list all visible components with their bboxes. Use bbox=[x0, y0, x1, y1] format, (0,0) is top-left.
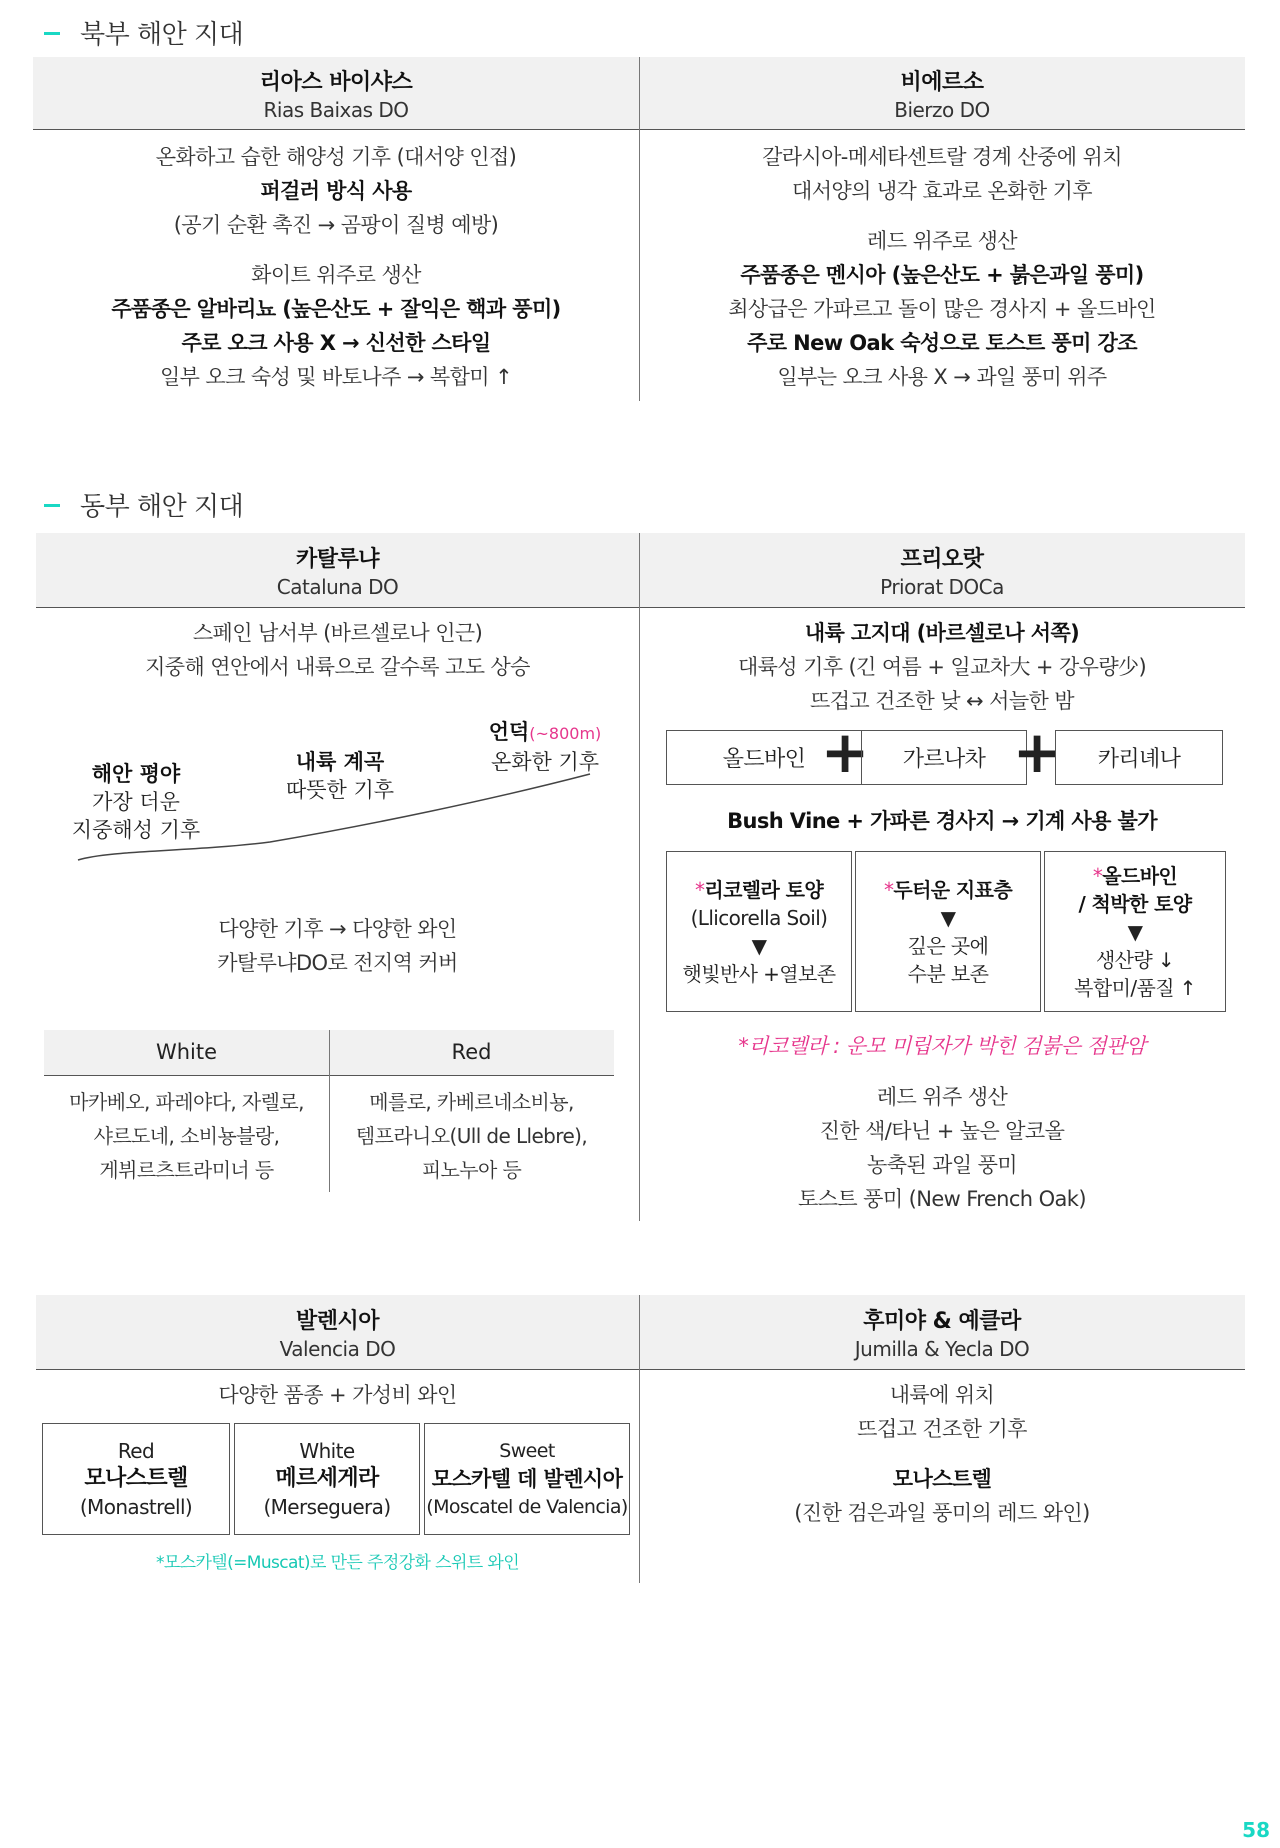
red-grapes: 메를로, 카베르네소비뇽, 템프라니오(Ull de Llebre), 피노누아 등 bbox=[355, 1090, 588, 1182]
llicorella-note: *리코렐라 : 운모 미립자가 박힌 검붉은 점판암 bbox=[738, 1034, 1146, 1058]
cataluna-description: 스페인 남서부 (바르셀로나 인근) 지중해 연안에서 내륙으로 갈수록 고도 상승 bbox=[145, 621, 530, 679]
header-red: Red bbox=[451, 1040, 492, 1064]
section-title-east: 동부 해안 지대 bbox=[44, 486, 243, 523]
factor-box-llicorella: *리코렐라 토양 (Llicorella Soil) ▼ 햇빛반사 +열보존 bbox=[666, 851, 852, 1012]
grape-box-oldvine: 올드바인 bbox=[666, 730, 862, 785]
region-header-jumilla: 후미야 & 예클라 Jumilla & Yecla DO bbox=[854, 1308, 1030, 1361]
valencia-box-red: Red 모나스트렐 (Monastrell) bbox=[42, 1423, 230, 1535]
grape-box-garnacha: 가르나차 bbox=[861, 730, 1027, 785]
moscatel-note: *모스카텔(=Muscat)로 만든 주정강화 스위트 와인 bbox=[155, 1553, 520, 1573]
priorat-wine-style: 레드 위주 생산 진한 색/타닌 + 높은 알코올 농축된 과일 풍미 토스트 풍미 (New French Oak) bbox=[798, 1085, 1086, 1211]
grape-box-carinena: 카리녜나 bbox=[1055, 730, 1223, 785]
header-white: White bbox=[155, 1040, 218, 1064]
bush-vine-note: Bush Vine + 가파른 경사지 → 기계 사용 불가 bbox=[727, 809, 1157, 833]
plus-sign: + bbox=[1012, 718, 1062, 786]
rias-description: 온화하고 습한 해양성 기후 (대서양 인접) 퍼걸러 방식 사용 (공기 순환 촉진 → 곰팡이 질병 예방) 화이트 위주로 생산 주품종은 알바리뇨 (높은산도 + 잘익은 핵과 풍미) 주로 오크 사용 X → 신선한 스타일 일부 오크 숙성 및 바토나주 → 복합미 ↑ bbox=[111, 145, 561, 389]
region-header-valencia: 발렌시아 Valencia DO bbox=[279, 1308, 396, 1361]
priorat-description: 내륙 고지대 (바르셀로나 서쪽) 대륙성 기후 (긴 여름 + 일교차大 + 강우량少) 뜨겁고 건조한 낮 ↔ 서늘한 밤 bbox=[737, 621, 1147, 713]
accent-dash bbox=[44, 32, 60, 35]
region-header-cataluna: 카탈루냐 Cataluna DO bbox=[276, 546, 399, 599]
white-grapes: 마카베오, 파레야다, 자렐로, 샤르도네, 소비뇽블랑, 게뷔르츠트라미너 등 bbox=[69, 1090, 304, 1182]
factor-box-oldvine: *올드바인 / 척박한 토양 ▼ 생산량 ↓ 복합미/품질 ↑ bbox=[1044, 851, 1226, 1012]
page-number: 58 bbox=[1242, 1818, 1270, 1842]
valencia-box-white: White 메르세게라 (Merseguera) bbox=[234, 1423, 420, 1535]
terrain-coast: 해안 평야 가장 더운 지중해성 기후 bbox=[71, 762, 201, 842]
region-header-rias: 리아스 바이샤스 Rias Baixas DO bbox=[259, 69, 413, 122]
valencia-intro: 다양한 품종 + 가성비 와인 bbox=[218, 1383, 457, 1407]
factor-box-topsoil: *두터운 지표층 ▼ 깊은 곳에 수분 보존 bbox=[855, 851, 1041, 1012]
plus-sign: + bbox=[820, 718, 870, 786]
table-header-east bbox=[36, 533, 1245, 608]
table-header-south bbox=[36, 1295, 1245, 1370]
section-title-north: 북부 해안 지대 bbox=[44, 14, 243, 51]
accent-dash bbox=[44, 504, 60, 507]
terrain-valley: 내륙 계곡 따뜻한 기후 bbox=[285, 750, 395, 802]
valencia-box-sweet: Sweet 모스카텔 데 발렌시아 (Moscatel de Valencia) bbox=[424, 1423, 630, 1535]
region-header-priorat: 프리오랏 Priorat DOCa bbox=[880, 546, 1004, 599]
terrain-hill: 언덕(~800m) 온화한 기후 bbox=[488, 720, 602, 774]
cataluna-summary: 다양한 기후 → 다양한 와인 카탈루냐DO로 전지역 커버 bbox=[217, 917, 458, 975]
jumilla-description: 내륙에 위치 뜨겁고 건조한 기후 모나스트렐 (진한 검은과일 풍미의 레드 와인) bbox=[794, 1383, 1090, 1525]
region-header-bierzo: 비에르소 Bierzo DO bbox=[894, 69, 990, 122]
bierzo-description: 갈라시아-메세타센트랄 경계 산중에 위치 대서양의 냉각 효과로 온화한 기후 레드 위주로 생산 주품종은 멘시아 (높은산도 + 붉은과일 풍미) 최상급은 가파르고 돌이 많은 경사지 + 올드바인 주로 New Oak 숙성으로 토스트 풍미 강조 일부는 오크 사용 X → 과일 풍미 위주 bbox=[728, 145, 1156, 389]
